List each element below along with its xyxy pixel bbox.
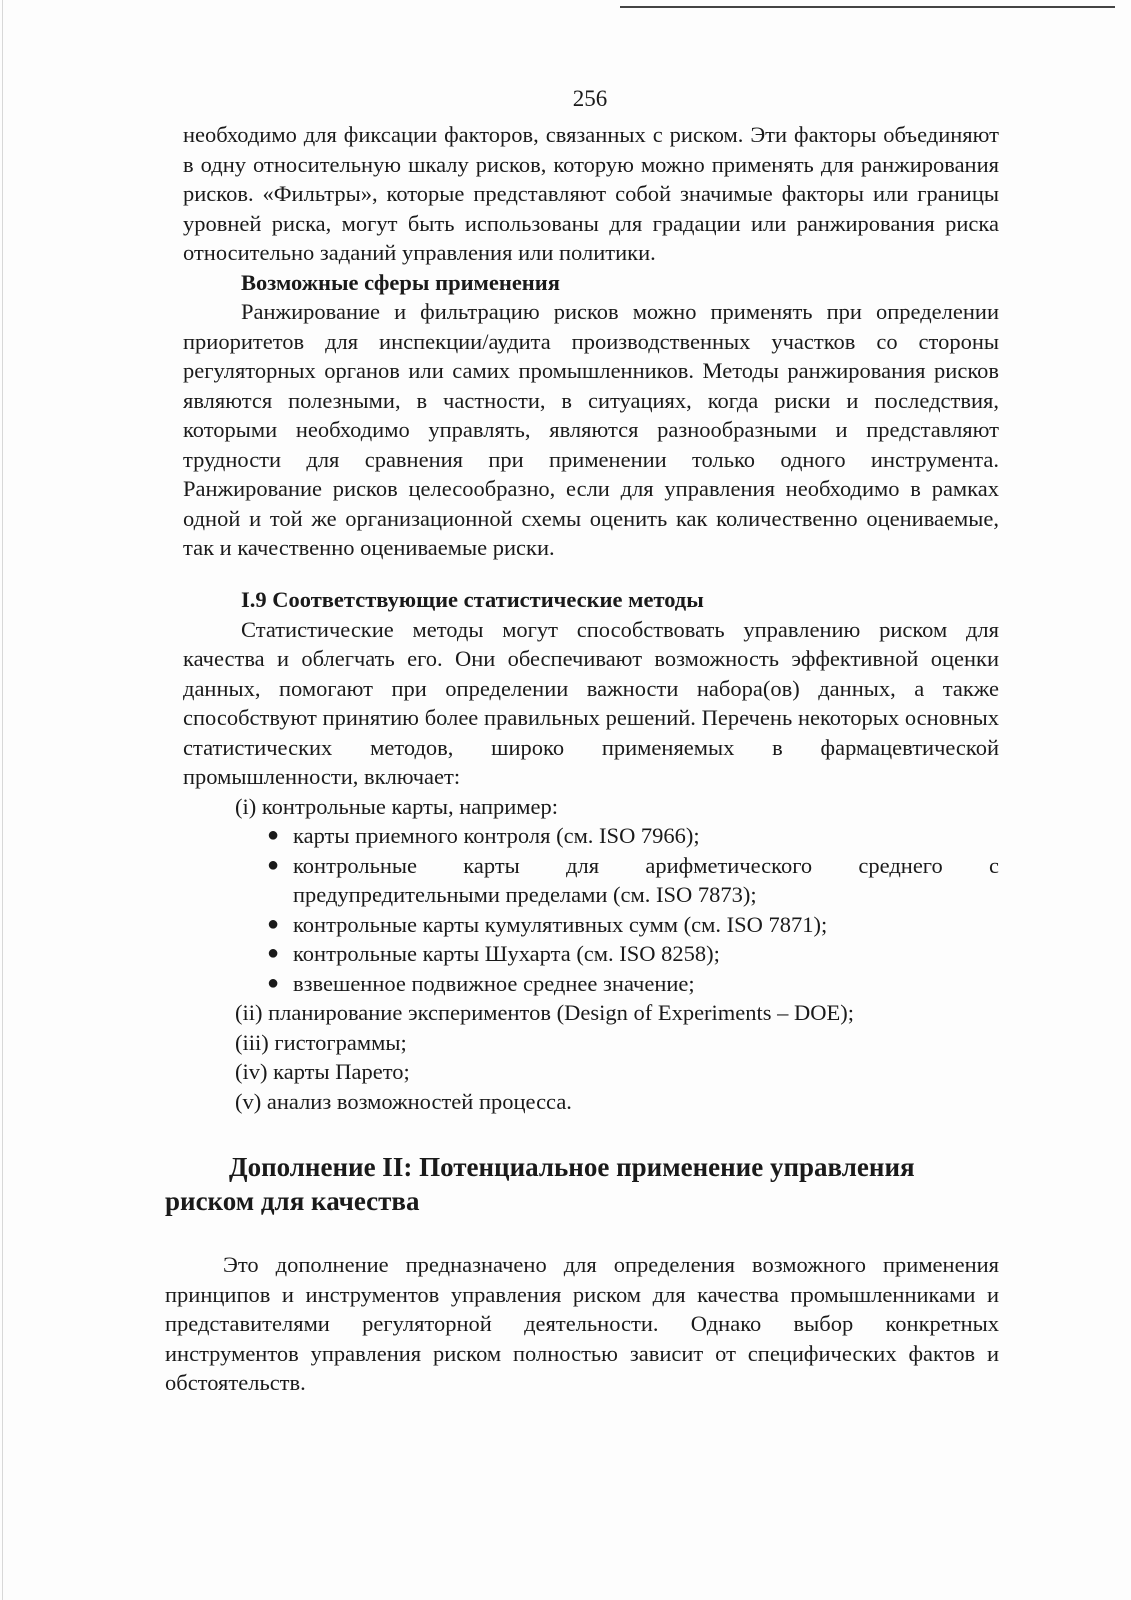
control-charts-list — [183, 821, 999, 998]
list-item-i: (i) контрольные карты, например: — [235, 793, 559, 819]
paragraph-statistical-methods: Статистические методы могут способствовать управлению риском для качества и облегчать его. Они обеспечивают возможность эффективной оценки данных, помогают при определении важности набора(ов) данных, а также способствуют принятию более правильных решений. Перечень некоторых основных статистических методов, широко применяемых в фармацевтической промышленности, включает: — [183, 616, 999, 789]
paragraph-risk-factors: необходимо для фиксации факторов, связанных с риском. Эти факторы объединяют в одну относительную шкалу рисков, которую можно применять для ранжирования рисков. «Фильтры», которые представляют собой значимые факторы или границы уровней риска, могут быть использованы для градации или ранжирования риска относительно заданий управления или политики. — [183, 122, 999, 265]
section-title: I.9 Соответствующие статистические методы — [241, 587, 704, 612]
list-item-v: (v) анализ возможностей процесса. — [235, 1088, 572, 1114]
appendix-title-line2: риском для качества — [165, 1186, 420, 1216]
list-item: ● контрольные карты кумулятивных сумм (см. ISO 7871); — [267, 910, 999, 940]
appendix-title — [165, 1150, 999, 1218]
paragraph-appendix: Это дополнение предназначено для определения возможного применения принципов и инструментов управления риском для качества промышленниками и представителями регуляторной деятельности. Однако выбор конкретных инструментов управления риском полностью зависит от специфических фактов и обстоятельств. — [165, 1252, 999, 1395]
list-item-iv: (iv) карты Парето; — [235, 1059, 410, 1084]
bullet-icon: ● — [267, 971, 280, 994]
list-item-ii: (ii) планирование экспериментов (Design of Experiments – DOE); — [235, 1000, 855, 1025]
subheading-applications: Возможные сферы применения — [241, 269, 560, 295]
top-rule-line — [620, 6, 1115, 8]
bullet-icon: ● — [267, 912, 280, 935]
page-number: 256 — [572, 86, 608, 111]
list-item-iii: (iii) гистограммы; — [235, 1029, 407, 1055]
text-block-ranking — [183, 120, 999, 563]
section-statistical-methods — [183, 585, 999, 1116]
scan-edge-line — [2, 0, 3, 1600]
bullet-icon: ● — [267, 824, 280, 846]
list-item: ● контрольные карты для арифметического среднего с предупредительными пределами (см. ISO 7873); — [267, 852, 999, 907]
list-item: ● карты приемного контроля (см. ISO 7966); — [267, 821, 999, 851]
bullet-icon: ● — [267, 853, 280, 876]
bullet-icon: ● — [267, 942, 280, 964]
list-item: ● контрольные карты Шухарта (см. ISO 8258); — [267, 939, 999, 969]
appendix-title-line1: Дополнение II: Потенциальное применение управления — [229, 1152, 915, 1182]
appendix-intro — [165, 1250, 999, 1398]
paragraph-applications: Ранжирование и фильтрацию рисков можно применять при определении приоритетов для инспекции/аудита производственных участков со стороны регуляторных органов или самих промышленников. Методы ранжирования рисков являются полезными, в частности, в ситуациях, когда риски и последствия, которыми необходимо управлять, являются разнообразными и представляют трудности для сравнения при применении только одного инструмента. Ранжирование рисков целесообразно, если для управления необходимо в рамках одной и той же организационной схемы оценить как количественно оцениваемые, так и качественно оцениваемые риски. — [183, 299, 999, 560]
list-item: ● взвешенное подвижное среднее значение; — [267, 969, 999, 999]
